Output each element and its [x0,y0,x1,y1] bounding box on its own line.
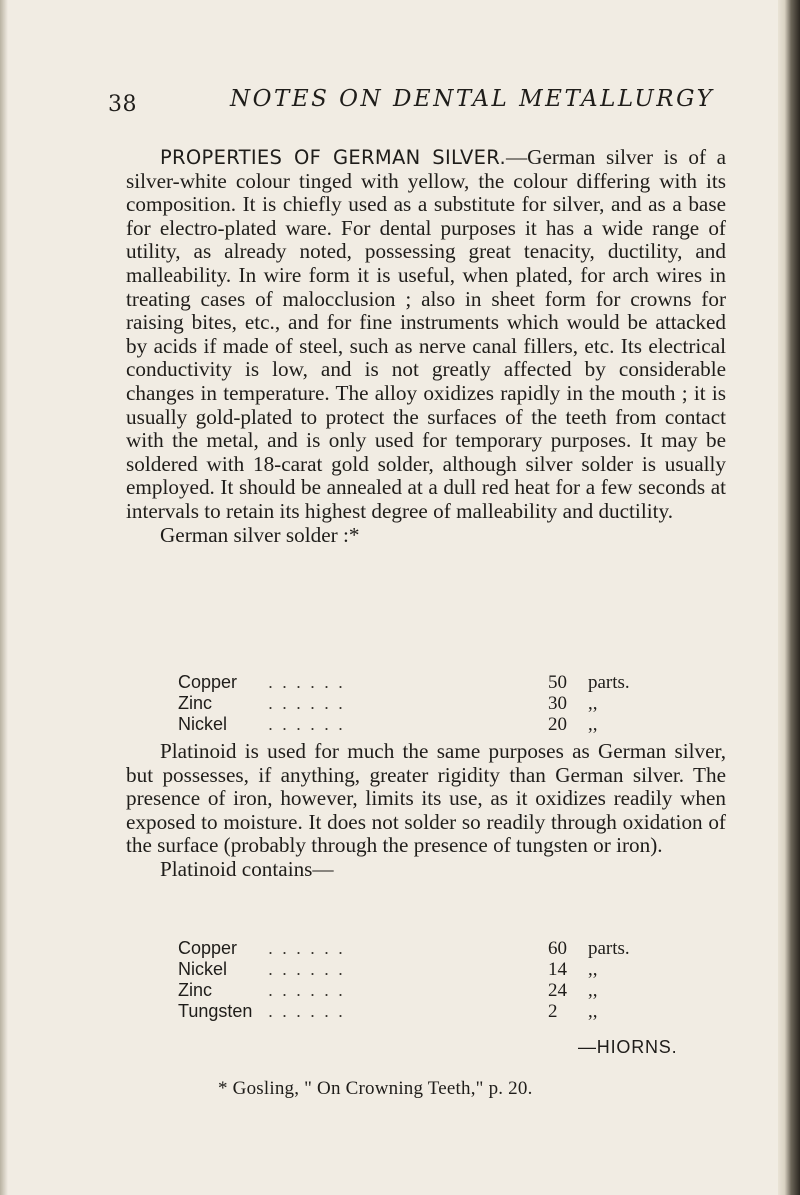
leader-dots: . . . . . . [268,959,346,979]
ingredient-value: 14 [548,959,567,980]
running-head: NOTES ON DENTAL METALLURGY [230,86,715,112]
section-heading: PROPERTIES OF GERMAN SILVER. [160,146,506,169]
paragraph-german-silver [126,146,726,524]
ingredient-name: Nickel [178,714,228,734]
german-silver-solder-table [178,672,698,735]
ingredient-unit: ,, [588,1001,598,1022]
leader-dots: . . . . . . [268,693,346,713]
leader-dots: . . . . . . [268,672,346,692]
page-left-edge [0,0,8,1195]
recipe-row [178,693,698,714]
ingredient-name: Copper [178,672,238,692]
main-text [126,146,726,547]
ingredient-value: 60 [548,938,567,959]
platinoid-intro: Platinoid contains— [160,856,334,881]
page-header [108,86,760,120]
leader-dots: . . . . . . [268,714,346,734]
leader-dots: . . . . . . [268,1001,346,1021]
ingredient-unit: ,, [588,693,598,714]
recipe-row [178,1001,698,1022]
footnote: * Gosling, " On Crowning Teeth," p. 20. [218,1078,533,1099]
page-binding-edge [778,0,800,1195]
platinoid-table [178,938,698,1022]
ingredient-unit: ,, [588,959,598,980]
platinoid-text [126,740,726,882]
ingredient-value: 50 [548,672,567,693]
recipe-row [178,672,698,693]
ingredient-unit: parts. [588,938,630,959]
recipe-row [178,980,698,1001]
recipe-row [178,714,698,735]
ingredient-name: Zinc [178,980,213,1000]
recipe-row [178,959,698,980]
paragraph-platinoid: Platinoid is used for much the same purposes as German silver, but possesses, if anything, greater rigidity than German silver. The presence of iron, however, limits its use, as it oxidizes readily when exposed to moisture. It does not solder so readily through oxidation of the surface (probably through the presence of tungsten or iron). [126,739,726,858]
source-attribution: —HIORNS. [578,1037,678,1057]
ingredient-unit: ,, [588,980,598,1001]
ingredient-value: 24 [548,980,567,1001]
ingredient-name: Tungsten [178,1001,253,1021]
solder-intro: German silver solder :* [160,522,360,547]
recipe-row [178,938,698,959]
ingredient-unit: ,, [588,714,598,735]
leader-dots: . . . . . . [268,980,346,1000]
ingredient-value: 20 [548,714,567,735]
leader-dots: . . . . . . [268,938,346,958]
ingredient-name: Zinc [178,693,213,713]
ingredient-value: 30 [548,693,567,714]
ingredient-name: Nickel [178,959,228,979]
ingredient-unit: parts. [588,672,630,693]
page-number: 38 [108,92,137,117]
ingredient-name: Copper [178,938,238,958]
paragraph-german-silver-body: —German silver is of a silver-white colour tinged with yellow, the colour differing with its composition. It is chiefly used as a substitute for silver, and as a base for electro-plated ware. For dental purposes it has a wide range of utility, as already noted, possessing great tenacity, ductility, and malleability. In wire form it is useful, when plated, for arch wires in treating cases of malocclusion ; also in sheet form for crowns for raising bites, etc., and for fine instruments which would be attacked by acids if made of steel, such as nerve canal fillers, etc. Its electrical conductivity is low, and is not greatly affected by considerable changes in temperature. The alloy oxidizes rapidly in the mouth ; it is usually gold-plated to protect the surfaces of the teeth from contact with the metal, and is only used for temporary purposes. It may be soldered with 18-carat gold solder, although silver solder is usually employed. It should be annealed at a dull red heat for a few seconds at intervals to retain its highest degree of malleability and ductility. [126,145,727,523]
ingredient-value: 2 [548,1001,558,1022]
